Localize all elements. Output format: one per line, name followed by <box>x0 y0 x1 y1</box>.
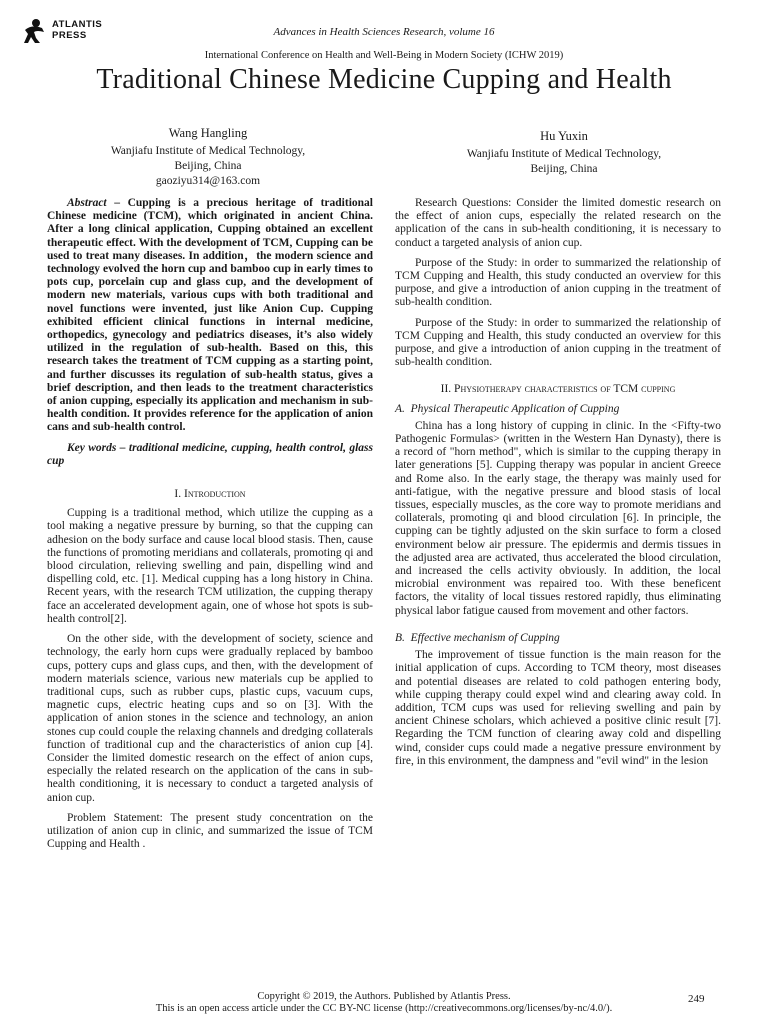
abstract <box>47 197 373 435</box>
paragraph-purpose: Purpose of the Study: in order to summarized the relationship of TCM Cupping and Health, this study conducted an overview for this purpose, and give a introduction of anion cupping in the treatment of sub-health condition. <box>395 256 721 309</box>
paragraph-research-questions: Research Questions: Consider the limited domestic research on the effect of anion cups, especially the related research on the application of the cans in sub-health conditioning, it is necessary to conduct a targeted analysis of anion cup. <box>395 197 721 249</box>
paragraph: Cupping is a traditional method, which utilize the cupping as a tool making a negative pressure by burning, so that the cupping can adhesion on the body surface and cause local blood stasis. Then, cause the functions of promoting meridians and collaterals, promoting qi and blood circulation, relieving swelling and pain, dispelling wind and dispelling cold, etc. [1]. Medical cupping has a long history in China. Recent years, with the research TCM utilization, the cupping therapy face an accelerated development again, one of whose hot spots is sub-health control[2]. <box>47 507 373 625</box>
author-block-1 <box>48 126 368 189</box>
paragraph: China has a long history of cupping in clinic. In the <Fifty-two Pathogenic Formulas> (written in the Western Han Dynasty), there is a record of "horn method", which is similar to the cupping therapy in later generations [5]. Cupping therapy was popular in ancient Greece and Rome also. In the early stage, the therapy was mainly used for anti-fatigue, with the negative pressure and blood stasis of local tissues, especially muscles, as the core way to promote meridians and collaterals, promoting qi and blood circulation [6]. In principle, the cupping can be tightly adjusted on the skin surface to form a closed environment below air pressure. The epidermis and dermis tissues in the adjusted area are activated, thus accelerated the blood circulation, and increased the cells activity obviously. In addition, the local microbial environment was repaired too. With these beneficent factors, the vitality of local tissues restored rapidly, thus eliminating physical labor fatigue caused from movement and other factors. <box>395 419 721 617</box>
conference-line: International Conference on Health and Well-Being in Modern Society (ICHW 2019) <box>204 50 564 61</box>
paragraph: On the other side, with the development of society, science and technology, the early horn cups were gradually replaced by bamboo cups, pottery cups and glass cups, and then, with the development of modern materials science, various new materials cup be applied to traditional cups, such as rubber cups, plastic cups, vacuum cups, magnetic cups, electric heating cups and so on [3]. With the application of anion stones in the science and technology, an anion stones cup could couple the relaxing channels and dredging collaterals function of traditional cup and the characteristics of anion cup [4]. Consider the limited domestic research on the effect of anion cups, especially the related research on the application of the cans in sub-health conditioning, it is necessary to conduct a targeted analysis of anion cup. <box>47 633 373 804</box>
paper-title: Traditional Chinese Medicine Cupping and Health <box>96 64 672 95</box>
paragraph: Problem Statement: The present study concentration on the utilization of anion cup in clinic, and summarized the issue of TCM Cupping and Health . <box>47 811 373 851</box>
paragraph: The improvement of tissue function is the main reason for the initial application of cups. According to TCM theory, most diseases and potential diseases are related to cold pathogen entering body, while cupping therapy could expel wind and clearing away cold. In addition, TCM cups was used for relieving swelling and pain by ancient Chinese scholars, which achieved a positive clinic result [7]. Regarding the TCM function of clearing away cold and dispelling wind, consider cups could made a negative pressure environment by fire, in this environment, the dampness and "evil wind" in the lesion <box>395 649 721 767</box>
author-affiliation: Wanjiafu Institute of Medical Technology, <box>466 148 662 160</box>
paragraph-purpose: Purpose of the Study: in order to summarized the relationship of TCM Cupping and Health, this study conducted an overview for this purpose, and give a introduction of anion cupping in the treatment of sub-health condition. <box>395 316 721 369</box>
section-heading-introduction: I. Introduction <box>174 488 246 501</box>
copyright-line: Copyright © 2019, the Authors. Published by Atlantis Press. <box>257 991 511 1002</box>
publisher-name: ATLANTIS PRESS <box>52 19 103 41</box>
author-location: Beijing, China <box>174 160 242 172</box>
page-number: 249 <box>688 993 705 1005</box>
author-name: Wang Hangling <box>168 126 248 140</box>
author-location: Beijing, China <box>530 163 598 175</box>
abstract-label: Abstract <box>67 197 107 209</box>
subsection-heading-b: B. Effective mechanism of Cupping <box>395 631 560 644</box>
license-line: This is an open access article under the CC BY-NC license (http://creativecommons.org/licenses/by-nc/4.0/). <box>155 1003 613 1014</box>
left-column <box>47 197 373 858</box>
subsection-heading-a: A. Physical Therapeutic Application of Cupping <box>395 402 620 415</box>
author-affiliation: Wanjiafu Institute of Medical Technology, <box>110 145 306 157</box>
keywords: Key words – traditional medicine, cupping, health control, glass cup <box>47 441 373 467</box>
author-email: gaoziyu314@163.com <box>155 175 261 187</box>
series-line: Advances in Health Sciences Research, volume 16 <box>273 26 495 38</box>
author-name: Hu Yuxin <box>540 129 588 143</box>
section-heading-physiotherapy: II. Physiotherapy characteristics of TCM cupping <box>440 383 676 396</box>
author-block-2 <box>404 129 724 177</box>
footer <box>0 991 768 1015</box>
right-column <box>395 197 721 775</box>
abstract-text: – Cupping is a precious heritage of traditional Chinese medicine (TCM), which originated in ancient China. After a long clinical application, Cupping obtained an excellent therapeutic effect. With the development of TCM, Cupping can be used to treat many diseases. In addition，the modern science and technology evolved the horn cup and bamboo cup in early times to pots cup, porcelain cup and glass cup, and the development of modern new materials, various cups with both traditional and novel functions were invented, just like Anion Cup. Cupping exhibited efficient clinical functions in internal medicine, orthopedics, gynecology and pediatrics diseases, it’s also widely utilized in the regulation of sub-health. Based on this, this research takes the treatment of TCM cupping as a starting point, and further discusses its regulation of sub-health status, gives a brief description, and then leads to the treatment characteristics of anion cupping, especially its application and mechanism in sub-health condition. It provides reference for the application of anion cans and sub-health control. <box>47 197 373 434</box>
